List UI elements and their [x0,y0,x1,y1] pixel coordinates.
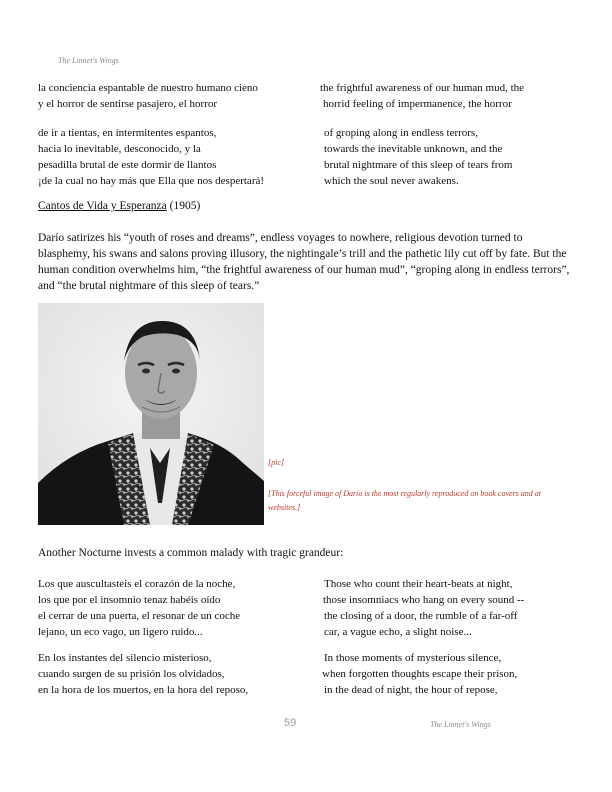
verse-row [38,682,578,698]
english-verse: car, a vague echo, a slight noise... [324,626,472,638]
english-verse: of groping along in endless terrors, [324,127,478,139]
spanish-verse: hacia lo inevitable, desconocido, y la [38,143,201,155]
poem-stanza-3 [38,576,578,640]
english-verse: those insomniacs who hang on every sound -- [323,594,525,606]
verse-row [38,624,578,640]
english-verse: In those moments of mysterious silence, [324,652,502,664]
verse-row [38,608,578,624]
image-caption: [This forceful image of Darío is the most regularly reproduced on book covers and at websites.] [268,489,542,512]
poem-stanza-4 [38,650,578,698]
verse-row [38,666,578,682]
english-verse: the closing of a door, the rumble of a far-off [324,610,518,622]
spanish-verse: el cerrar de una puerta, el resonar de un coche [38,610,241,622]
portrait-image [38,303,264,525]
footer-title: The Linnet's Wings [430,720,491,729]
spanish-verse: y el horror de sentirse pasajero, el horror [38,98,217,110]
poem-stanza-2 [38,125,578,189]
spanish-verse: pesadilla brutal de este dormir de llantos [38,159,217,171]
intro-paragraph: Another Nocturne invests a common malady with tragic grandeur: [38,547,344,559]
dario-portrait [38,303,264,525]
english-verse: Those who count their heart-beats at night, [324,578,513,590]
verse-row [38,173,578,189]
book-year: (1905) [166,200,201,212]
commentary-paragraph: Darío satirizes his “youth of roses and dreams”, endless voyages to nowhere, religious devotion turned to blasphemy, his swans and salons proving illusory, the nightingale’s trill and the pathetic lily cut off by fate. But the human condition overwhelms him, “the frightful awareness of our human mud”, “groping along in endless terrors”, and “the brutal nightmare of this sleep of tears.” [38,232,570,292]
verse-row [38,157,578,173]
english-verse: brutal nightmare of this sleep of tears from [324,159,513,171]
page-number: 59 [284,717,297,729]
image-caption-label: [pic] [268,458,284,467]
verse-row [38,576,578,592]
spanish-verse: Los que auscultasteis el corazón de la noche, [38,578,236,590]
english-verse: towards the inevitable unknown, and the [324,143,503,155]
verse-row [38,592,578,608]
verse-row [38,141,578,157]
spanish-verse: cuando surgen de su prisión los olvidados, [38,668,225,680]
verse-row [38,650,578,666]
spanish-verse: de ir a tientas, en intermitentes espantos, [38,127,217,139]
spanish-verse: los que por el insomnio tenaz habéis oído [38,594,221,606]
english-verse: horrid feeling of impermanence, the horror [323,98,512,110]
english-verse: when forgotten thoughts escape their prison, [322,668,518,680]
verse-row [38,80,578,96]
spanish-verse: lejano, un eco vago, un ligero ruido... [38,626,203,638]
spanish-verse: en la hora de los muertos, en la hora del reposo, [38,684,249,696]
english-verse: which the soul never awakens. [324,175,459,187]
verse-row [38,96,578,112]
section-heading [38,200,200,212]
spanish-verse: En los instantes del silencio misterioso, [38,652,212,664]
spanish-verse: la conciencia espantable de nuestro humano cieno [38,82,258,94]
english-verse: the frightful awareness of our human mud, the [320,82,525,94]
verse-row [38,125,578,141]
english-verse: in the dead of night, the hour of repose, [324,684,498,696]
poem-stanza-1 [38,80,578,112]
book-title: Cantos de Vida y Esperanza [38,200,167,212]
running-head: The Linnet's Wings [58,56,119,65]
spanish-verse: ¡de la cual no hay más que Ella que nos despertará! [38,175,265,187]
